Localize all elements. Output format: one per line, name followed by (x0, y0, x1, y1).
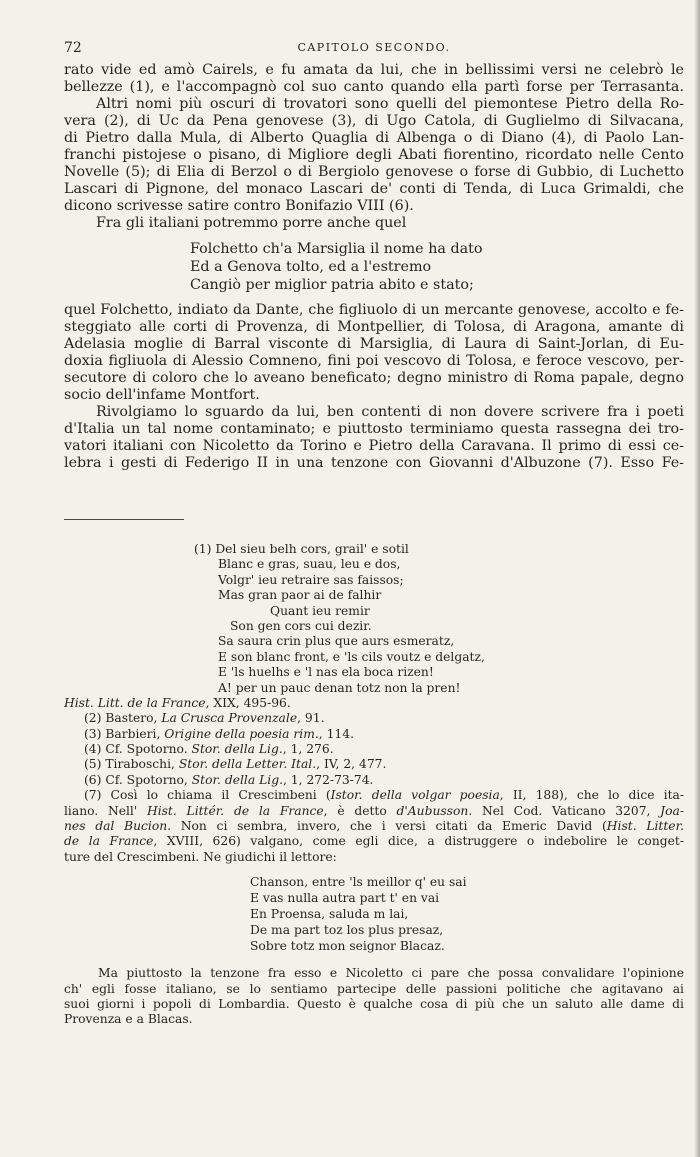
footnote-ref: , IV, 2, 477. (316, 757, 387, 772)
text-line: Lascari di Pignone, del monaco Lascari de' conti di Tenda, di Luca Grimaldi, che (64, 181, 684, 197)
text-line: vera (2), di Uc da Pena genovese (3), di Ugo Catola, di Guglielmo di Silvacana, (64, 113, 684, 129)
footnote-separator (64, 519, 184, 520)
footnote-7-line: ture del Crescimbeni. Ne giudichi il lettore: (64, 849, 337, 864)
note7-verse (64, 874, 684, 954)
note-text-line: Ma piuttosto la tenzone fra esso e Nicoletto ci pare che possa convalidare l'opinione (98, 966, 684, 981)
note7-text: , II, 188), che lo dice ita- (499, 788, 684, 803)
footnote-ref: , 91. (297, 711, 325, 726)
text-line: Altri nomi più oscuri di trovatori sono quelli del piemontese Pietro della Ro- (96, 96, 684, 112)
footnote-author: (6) Cf. Spotorno, (84, 772, 192, 787)
note-verse-line: Chanson, entre 'ls meillor q' eu sai (250, 875, 467, 890)
note-text-line: ch' egli fosse italiano, se lo sentiamo partecipe delle passioni politiche che agitavano ai (64, 981, 684, 996)
footnote-ref: , 1, 272-73-74. (282, 772, 374, 787)
note7-text: , XVIII, 626) valgano, come egli dice, a distruggere o indebolire le conget- (153, 834, 684, 849)
footnote-title: Stor. della Lig. (191, 742, 283, 757)
note-verse-line: A! per un pauc denan totz non la pren! (218, 680, 461, 695)
note-source-title: Hist. Litt. de la France (64, 695, 206, 710)
footnote (64, 711, 684, 726)
text-line: socio dell'infame Montfort. (64, 387, 260, 403)
text-line: lebra i gesti di Federigo II in una tenzone con Giovanni d'Albuzone (7). Esso Fe- (64, 455, 684, 471)
text-line: di Pietro dalla Mula, di Alberto Quaglia di Albenga o di Diano (4), di Paolo Lan- (64, 130, 684, 146)
text-line: bellezze (1), e l'accompagnò col suo canto quando ella partì forse per Terrasanta. (64, 79, 684, 95)
text-line: Fra gli italiani potremmo porre anche quel (96, 215, 407, 231)
note-verse-line: De ma part toz los plus presaz, (250, 923, 444, 938)
note-verse-line: E vas nulla autra part t' en vai (250, 891, 440, 906)
footnote (64, 742, 684, 757)
note7-title: de la France (64, 834, 154, 849)
text-line: quel Folchetto, indiato da Dante, che figliuolo di un mercante genovese, accolto e fe- (64, 302, 684, 318)
text-line: dicono scrivesse satire contro Bonifazio VIII (6). (64, 198, 414, 214)
note-verse-line: Blanc e gras, suau, leu e dos, (218, 557, 401, 572)
note-verse-line: Son gen cors cui dezir. (230, 618, 372, 633)
main-text (64, 62, 684, 472)
note-verse-line: Sobre totz mon seignor Blacaz. (250, 939, 445, 954)
page-number: 72 (64, 40, 82, 56)
footnote-title: Stor. della Letter. Ital. (178, 757, 317, 772)
note-text-line: Provenza e a Blacas. (64, 1012, 193, 1027)
note7-name: d'Aubusson (396, 803, 469, 818)
footnote-title: Origine della poesia rim. (164, 726, 319, 741)
note-verse-line: E 'ls huelhs e 'l nas ela boca rizen! (218, 665, 434, 680)
footnote-title: La Crusca Provenzale (161, 711, 298, 726)
note7-title: Istor. della volgar poesia (330, 788, 500, 803)
text-line: rato vide ed amò Cairels, e fu amata da lui, che in bellissimi versi ne celebrò le (64, 62, 684, 78)
footnote-author: (4) Cf. Spotorno. (84, 742, 192, 757)
note7-text: . Nel Cod. Vaticano 3207, (468, 803, 661, 818)
verse-line: Ed a Genova tolto, ed a l'estremo (190, 259, 432, 275)
footnote-ref: , 1, 276. (282, 742, 334, 757)
footnote-title: Stor. della Lig. (191, 772, 283, 787)
footnote-author: (3) Barbieri, (84, 726, 165, 741)
running-title: CAPITOLO SECONDO. (297, 41, 451, 54)
text-line: secutore di coloro che lo aveano beneficato; degno ministro di Roma papale, degno (64, 370, 684, 386)
note-verse-line: En Proensa, saluda m lai, (250, 907, 409, 922)
note-verse-line: Sa saura crin plus que aurs esmeratz, (218, 634, 455, 649)
footnote-7-line (64, 819, 684, 834)
verse-line: Cangiò per miglior patria abito e stato; (190, 277, 474, 293)
text-line: vatori italiani con Nicoletto da Torino e Pietro della Caravana. Il primo di essi ce- (64, 438, 684, 454)
note-text-line: suoi giorni i popoli di Lombardia. Questo è qualche cosa di più che un saluto alle dame di (64, 996, 684, 1011)
footnote-7-line (64, 834, 684, 849)
note-verse-line: Mas gran paor ai de falhir (218, 588, 382, 603)
text-line: Novelle (5); di Elia di Berzol o di Bergiolo genovese o forse di Gubbio, di Luchetto (64, 164, 684, 180)
footnote (64, 727, 684, 742)
note-verse-line: (1) Del sieu belh cors, grail' e sotil (194, 542, 409, 556)
note7-text: (7) Così lo chiama il Crescimbeni ( (84, 788, 331, 803)
text-line: Rivolgiamo lo sguardo da lui, ben contenti di non dovere scrivere fra i poeti (96, 404, 684, 420)
footnote-author: (2) Bastero, (84, 711, 162, 726)
note-verse-line: Volgr' ieu retraire sas faissos; (218, 572, 404, 587)
text-line: Adelasia moglie di Barral visconte di Marsiglia, di Laura di Saint-Jorlan, di Eu- (64, 336, 684, 352)
footnote-author: (5) Tiraboschi, (84, 757, 179, 772)
note7-title: Hist. Litter. (606, 819, 684, 834)
text-line: franchi pistojese o pisano, di Migliore degli Abati fiorentino, ricordato nelle Cento (64, 147, 684, 163)
footnote-ref: , 114. (318, 726, 354, 741)
footnote-7-line (64, 804, 684, 819)
note7-conclusion (64, 966, 684, 1028)
note7-text: . Non ci sembra, invero, che i versi citati da Emeric David ( (167, 819, 607, 834)
note7-text: , è detto (323, 803, 397, 818)
note-verse-line: E son blanc front, e 'ls cils voutz e delgatz, (218, 649, 485, 664)
note-source-ref: , XIX, 495-96. (205, 695, 291, 710)
note7-name: Joa- (660, 803, 684, 818)
page-edge-shadow (694, 0, 700, 1157)
note7-title: Hist. Littér. de la France (146, 803, 324, 818)
footnote-7-line (64, 788, 684, 803)
verse-line: Folchetto ch'a Marsiglia il nome ha dato (190, 241, 483, 257)
footnotes (64, 542, 684, 1028)
footnote (64, 773, 684, 788)
text-line: steggiato alle corti di Provenza, di Montpellier, di Tolosa, di Aragona, amante di (64, 319, 684, 335)
text-line: doxia figliuola di Alessio Comneno, fini poi vescovo di Tolosa, e feroce vescovo, per- (64, 353, 684, 369)
quoted-verse (64, 240, 684, 294)
note7-text: liano. Nell' (64, 803, 147, 818)
note-source (64, 696, 684, 711)
note-verse-line: Quant ieu remir (270, 603, 370, 618)
text-line: d'Italia un tal nome contaminato; e piuttosto terminiamo questa rassegna dei tro- (64, 421, 684, 437)
page-header (64, 40, 684, 62)
note7-name: nes dal Bucion (64, 819, 168, 834)
footnote (64, 757, 684, 772)
